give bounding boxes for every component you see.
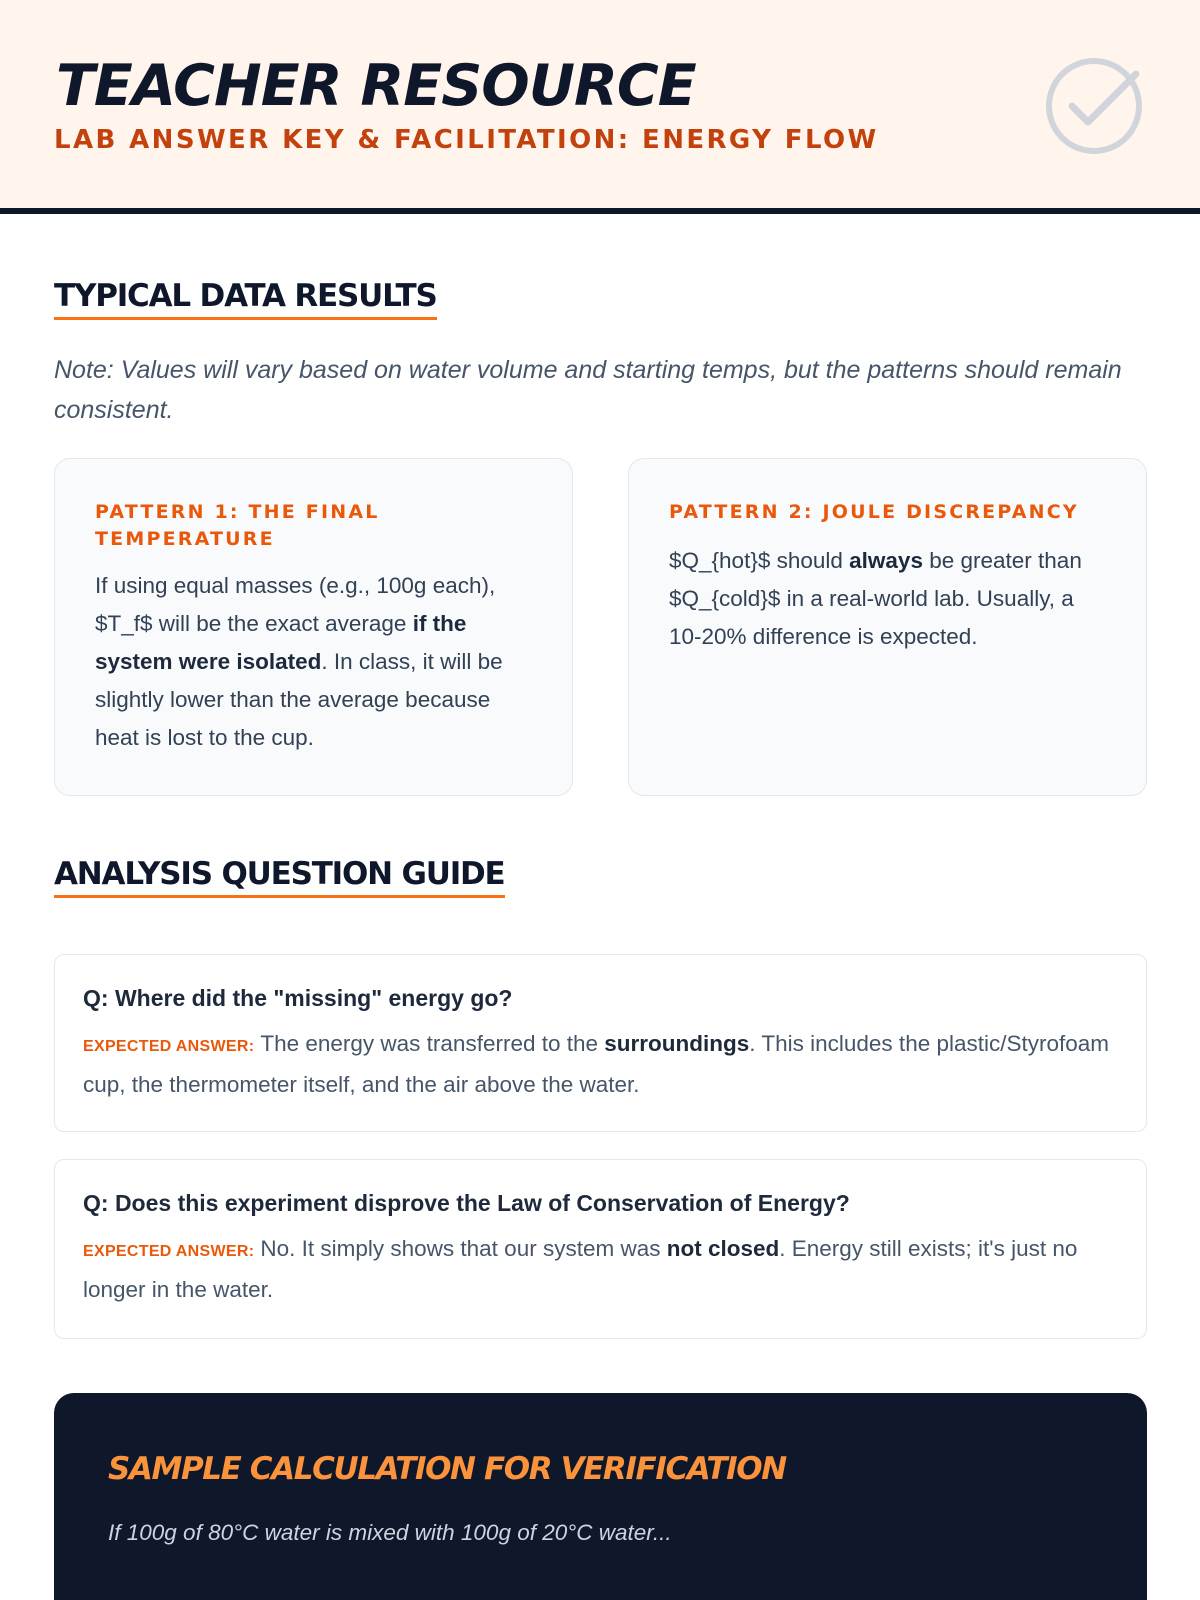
pattern-body: If using equal masses (e.g., 100g each), $T_f$ will be the exact average if the system were isolated. In class, it will be slightly lower than the average because heat is lost to the cup.: [95, 573, 503, 750]
data-note: Note: Values will vary based on water volume and starting temps, but the patterns should remain consistent.: [54, 356, 1122, 424]
pattern-card-final-temperature: [54, 458, 573, 796]
pattern-body: $Q_{hot}$ should always be greater than $Q_{cold}$ in a real-world lab. Usually, a 10-20% difference is expected.: [669, 548, 1082, 649]
pattern-card-joule-discrepancy: [628, 458, 1147, 796]
question-card-missing-energy: [54, 954, 1147, 1132]
sample-title: SAMPLE CALCULATION FOR VERIFICATION: [108, 1451, 786, 1487]
section-heading-typical-data: TYPICAL DATA RESULTS: [54, 278, 437, 320]
answer-label: EXPECTED ANSWER:: [83, 1038, 255, 1055]
answer-label: EXPECTED ANSWER:: [83, 1243, 255, 1260]
pattern-title: PATTERN 1: THE FINAL TEMPERATURE: [95, 501, 380, 550]
pattern-title: PATTERN 2: JOULE DISCREPANCY: [669, 501, 1079, 523]
question-text: Q: Where did the "missing" energy go?: [83, 985, 513, 1011]
page-subtitle: LAB ANSWER KEY & FACILITATION: ENERGY FLOW: [54, 125, 879, 155]
check-circle-icon: [1044, 56, 1144, 156]
section-heading-analysis: ANALYSIS QUESTION GUIDE: [54, 856, 505, 898]
question-text: Q: Does this experiment disprove the Law of Conservation of Energy?: [83, 1190, 850, 1216]
expected-answer: EXPECTED ANSWER: The energy was transferred to the surroundings. This includes the plastic/Styrofoam cup, the thermometer itself, and the air above the water.: [83, 1031, 1110, 1097]
page-title: TEACHER RESOURCE: [56, 53, 696, 119]
page-header: [0, 0, 1200, 214]
expected-answer: EXPECTED ANSWER: No. It simply shows that our system was not closed. Energy still exists; it's just no longer in the water.: [83, 1236, 1078, 1302]
sample-text: If 100g of 80°C water is mixed with 100g of 20°C water...: [108, 1520, 672, 1545]
sample-calculation-box: [54, 1393, 1147, 1600]
question-card-conservation-law: [54, 1159, 1147, 1339]
